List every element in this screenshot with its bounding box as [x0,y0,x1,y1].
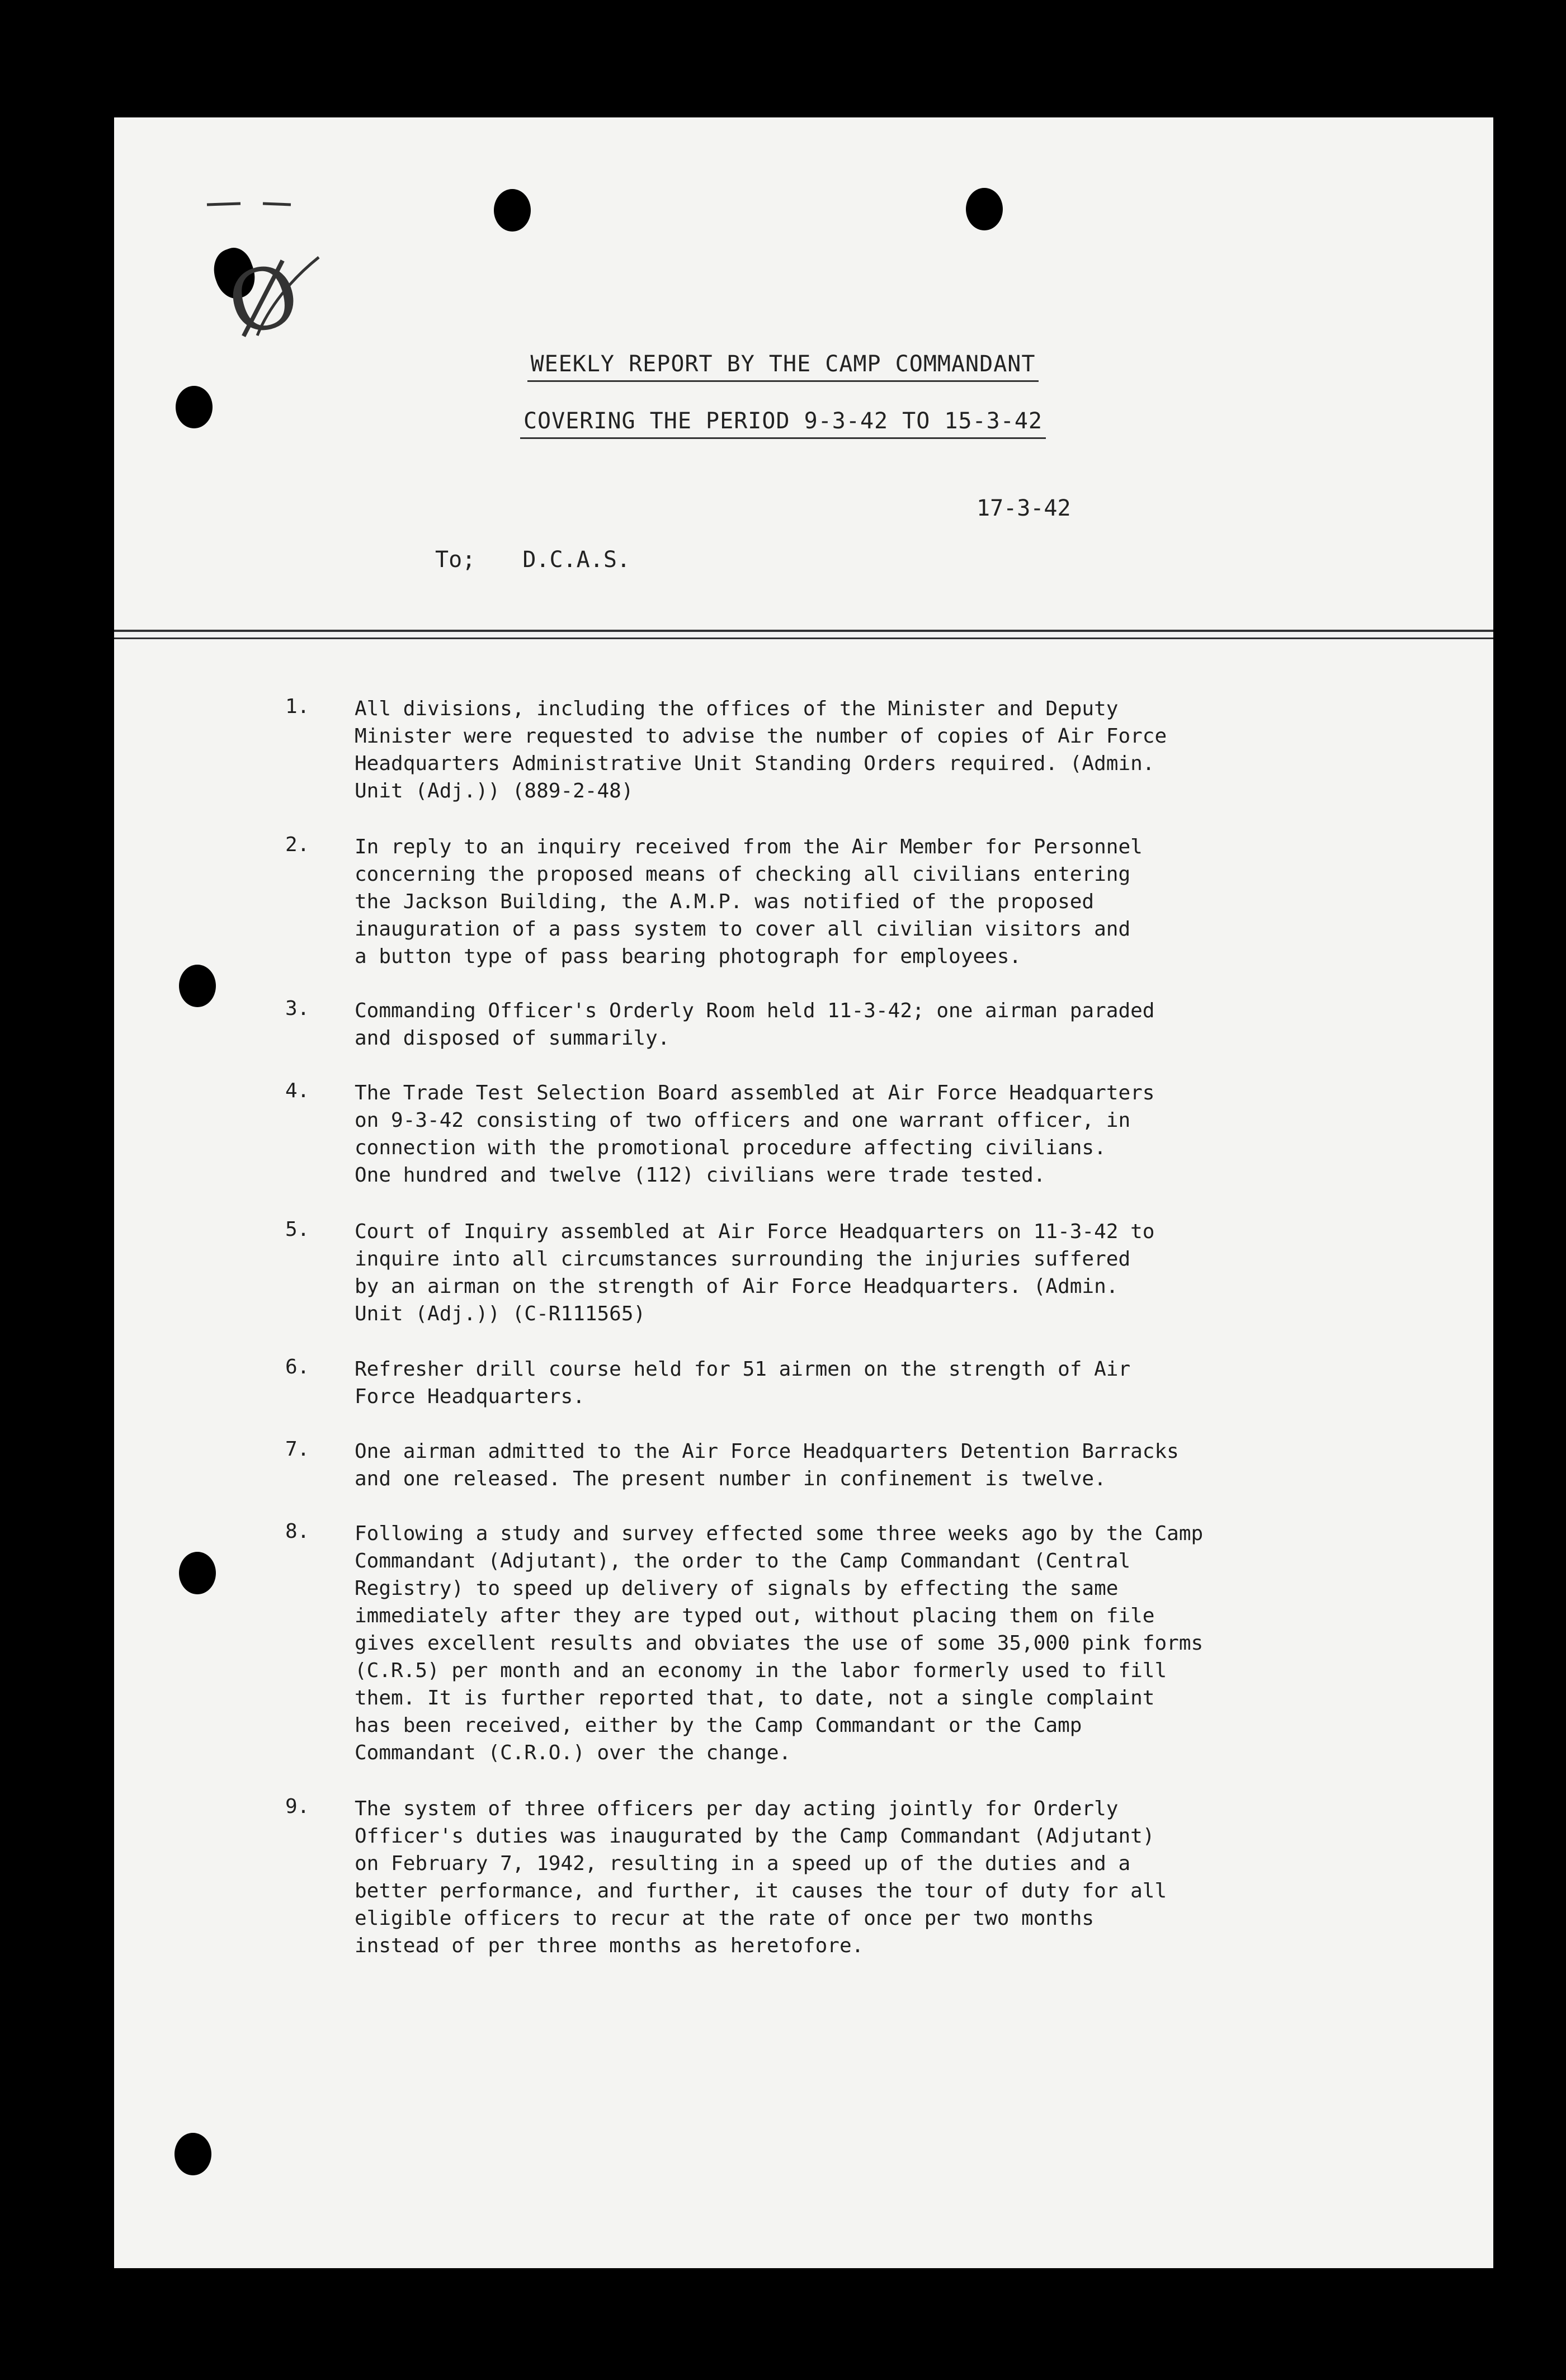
item-text: Following a study and survey effected some three weeks ago by the Camp Commandant (Adjutant), the order to the Camp Commandant (Central Registry) to speed up delivery of signals by effecting the same immediately after they are typed out, without placing them on file gives excellent results and obviates the use of some 35,000 pink forms (C.R.5) per month and an economy in the labor formerly used to fill them. It is further reported that, to date, not a single complaint has been received, either by the Camp Commandant or the Camp Commandant (C.R.O.) over the change. [355,1522,1204,1764]
report-title: WEEKLY REPORT BY THE CAMP COMMANDANT [0,351,1566,377]
item-text: The system of three officers per day acting jointly for Orderly Officer's duties was inaugurated by the Camp Commandant (Adjutant) on February 7, 1942, resulting in a speed up of the duties and a better performance, and further, it causes the tour of duty for all eligible officers to recur at the rate of once per two months instead of per three months as heretofore. [355,1797,1167,1957]
to-value: D.C.A.S. [522,547,630,573]
item-text: The Trade Test Selection Board assembled at Air Force Headquarters on 9-3-42 consisting of two officers and one warrant officer, in connection with the promotional procedure affecting civilians. One hundred and twelve (112) civilians were trade tested. [355,1082,1155,1187]
item-text: Refresher drill course held for 51 airmen on the strength of Air Force Headquarters. [355,1358,1131,1408]
handwritten-tick [201,196,336,363]
item-number: 2. [285,833,310,856]
item-number: 3. [285,997,310,1020]
report-date: 17-3-42 [977,495,1071,521]
punch-hole [494,189,531,232]
item-text: One airman admitted to the Air Force Headquarters Detention Barracks and one released. The present number in confinement is twelve. [355,1440,1179,1490]
item-number: 1. [285,695,310,718]
item-number: 9. [285,1795,310,1818]
divider-rule [114,630,1493,632]
to-label: To; [435,547,476,573]
item-text: Commanding Officer's Orderly Room held 11-3-42; one airman paraded and disposed of summarily. [355,999,1155,1050]
item-number: 4. [285,1079,310,1102]
handwritten-initials: Ø [218,244,310,356]
addressee [435,547,630,573]
item-number: 5. [285,1218,310,1241]
item-text: Court of Inquiry assembled at Air Force Headquarters on 11-3-42 to inquire into all circumstances surrounding the injuries suffered by an airman on the strength of Air Force Headquarters. (Admin. Unit (Adj.)) (C-R111565) [355,1220,1155,1325]
item-text: All divisions, including the offices of the Minister and Deputy Minister were requested to advise the number of copies of Air Force Headquarters Administrative Unit Standing Orders required. (Admin. Unit (Adj.)) (889-2-48) [355,697,1167,802]
punch-hole [966,188,1003,230]
punch-hole [179,1552,216,1594]
item-number: 7. [285,1438,310,1461]
item-number: 6. [285,1356,310,1378]
item-text: In reply to an inquiry received from the Air Member for Personnel concerning the proposed means of checking all civilians entering the Jackson Building, the A.M.P. was notified of the proposed inauguration of a pass system to cover all civilian visitors and a button type of pass bearing photograph for employees. [355,835,1143,968]
punch-hole [174,2133,211,2175]
item-number: 8. [285,1520,310,1543]
punch-hole [179,965,216,1007]
report-period: COVERING THE PERIOD 9-3-42 TO 15-3-42 [0,408,1566,434]
divider-rule [114,638,1493,639]
